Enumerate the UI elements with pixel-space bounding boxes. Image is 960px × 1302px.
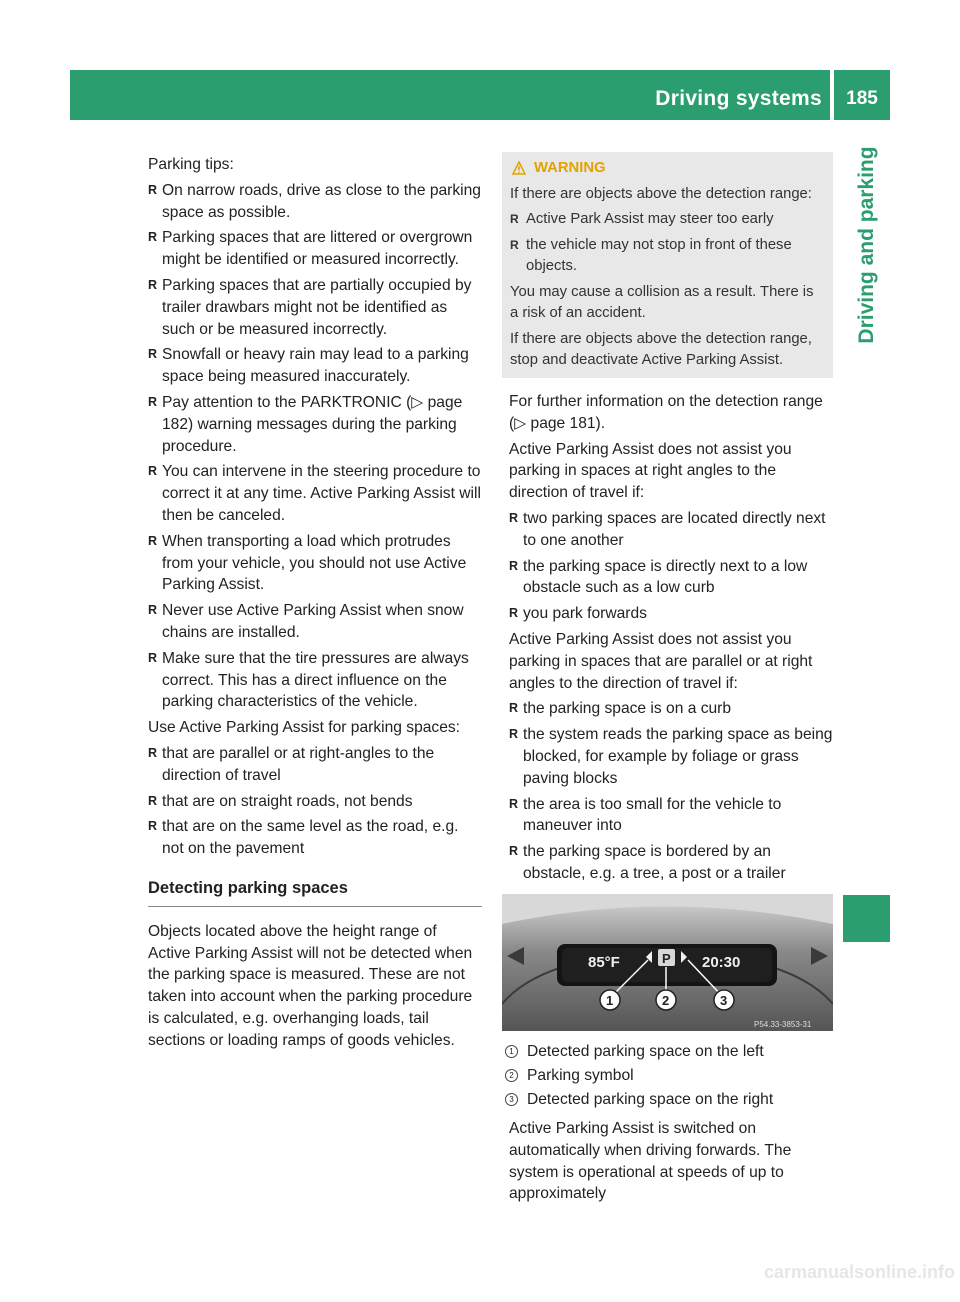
detection-range-ref: For further information on the detection range (▷ page 181).: [509, 393, 823, 432]
warning-box: [502, 152, 833, 378]
list-item: R the parking space is on a curb: [509, 698, 835, 720]
legend-number: 2: [505, 1069, 518, 1082]
list-item: R two parking spaces are located directly next to one another: [509, 508, 835, 552]
section-body: Objects located above the height range of Active Parking Assist will not be detected when the parking space is measured. These are not taken into account when the parking procedure is calculated, e.g. overhanging loads, tail sections or loading ramps of goods vehicles.: [148, 922, 473, 1049]
list-item: R Make sure that the tire pressures are always correct. This has a direct influence on the parking characteristics of the vehicle.: [148, 648, 482, 713]
right-angle-list: [509, 508, 835, 625]
section-title: Detecting parking spaces: [148, 878, 482, 907]
list-item: R that are on the same level as the road, e.g. not on the pavement: [148, 816, 482, 860]
callout-1-label: 1: [606, 993, 614, 1008]
list-item: R On narrow roads, drive as close to the parking space as possible.: [148, 180, 482, 224]
right-column: [509, 391, 835, 889]
list-item: R that are parallel or at right-angles to the direction of travel: [148, 743, 482, 787]
parking-symbol-letter: P: [662, 951, 671, 966]
warning-text-1: You may cause a collision as a result. There is a risk of an accident.: [510, 283, 814, 321]
legend-text: Detected parking space on the left: [527, 1043, 764, 1060]
footer-watermark[interactable]: carmanualsonline.info: [763, 1262, 955, 1282]
side-marker: [843, 895, 890, 942]
list-item: R Never use Active Parking Assist when snow chains are installed.: [148, 600, 482, 644]
right-angle-intro: Active Parking Assist does not assist you parking in spaces at right angles to the direction of travel if:: [509, 440, 792, 502]
list-item: R Parking spaces that are littered or overgrown might be identified or measured incorrectly.: [148, 227, 482, 271]
list-item: R Active Park Assist may steer too early: [510, 209, 825, 231]
callout-3-label: 3: [720, 993, 728, 1008]
section-header-title: Driving systems: [655, 87, 822, 110]
time-readout: 20:30: [702, 954, 741, 971]
parallel-intro: Active Parking Assist does not assist you parking in spaces that are parallel or at right angles to the direction of travel if:: [509, 630, 813, 692]
side-tab-label: Driving and parking: [854, 146, 878, 344]
legend-item: [505, 1088, 835, 1112]
list-item: R that are on straight roads, not bends: [148, 791, 482, 813]
legend-text: Parking symbol: [527, 1067, 634, 1084]
list-item: R the area is too small for the vehicle to maneuver into: [509, 794, 835, 838]
temperature-readout: 85°F: [588, 954, 620, 971]
tips-list: [148, 180, 482, 713]
legend-number: 1: [505, 1045, 518, 1058]
list-item: R the parking space is directly next to a low obstacle such as a low curb: [509, 556, 835, 600]
bottom-paragraph: Active Parking Assist is switched on automatically when driving forwards. The system is operational at speeds of up to approximately: [509, 1120, 792, 1203]
instrument-cluster-figure: [502, 894, 833, 1031]
warning-title: WARNING: [534, 160, 606, 176]
legend-item: [505, 1040, 835, 1064]
list-item: R you park forwards: [509, 603, 835, 625]
use-list: [148, 743, 482, 860]
legend-item: [505, 1064, 835, 1088]
parallel-list: [509, 698, 835, 884]
left-column: [148, 154, 482, 1055]
warning-text-2: If there are objects above the detection range, stop and deactivate Active Parking Assist.: [510, 330, 812, 368]
list-item: R the parking space is bordered by an obstacle, e.g. a tree, a post or a trailer: [509, 841, 835, 885]
callout-2-label: 2: [662, 993, 670, 1008]
warning-intro: If there are objects above the detection range:: [510, 185, 812, 202]
legend-text: Detected parking space on the right: [527, 1091, 774, 1108]
side-tab[interactable]: [843, 135, 890, 355]
list-item: R Pay attention to the PARKTRONIC (▷ page 182) warning messages during the parking procedure.: [148, 392, 482, 457]
figure-legend: [505, 1040, 835, 1112]
tips-intro: Parking tips:: [148, 156, 234, 173]
warning-triangle-icon: [512, 161, 526, 175]
use-intro: Use Active Parking Assist for parking spaces:: [148, 719, 461, 737]
page-number: 185: [834, 70, 890, 120]
list-item: R When transporting a load which protrudes from your vehicle, you should not use Active Parking Assist.: [148, 531, 482, 596]
list-item: R Snowfall or heavy rain may lead to a parking space being measured inaccurately.: [148, 344, 482, 388]
warning-header: [510, 158, 825, 180]
figure-code: P54.33-3853-31: [754, 1020, 812, 1029]
list-item: R Parking spaces that are partially occupied by trailer drawbars might not be identified as such or be measured incorrectly.: [148, 275, 482, 340]
list-item: R the vehicle may not stop in front of these objects.: [510, 235, 825, 278]
warning-list: [510, 209, 825, 278]
legend-number: 3: [505, 1093, 518, 1106]
list-item: R the system reads the parking space as being blocked, for example by foliage or grass paving blocks: [509, 724, 835, 789]
list-item: R You can intervene in the steering procedure to correct it at any time. Active Parking Assist will then be canceled.: [148, 461, 482, 526]
